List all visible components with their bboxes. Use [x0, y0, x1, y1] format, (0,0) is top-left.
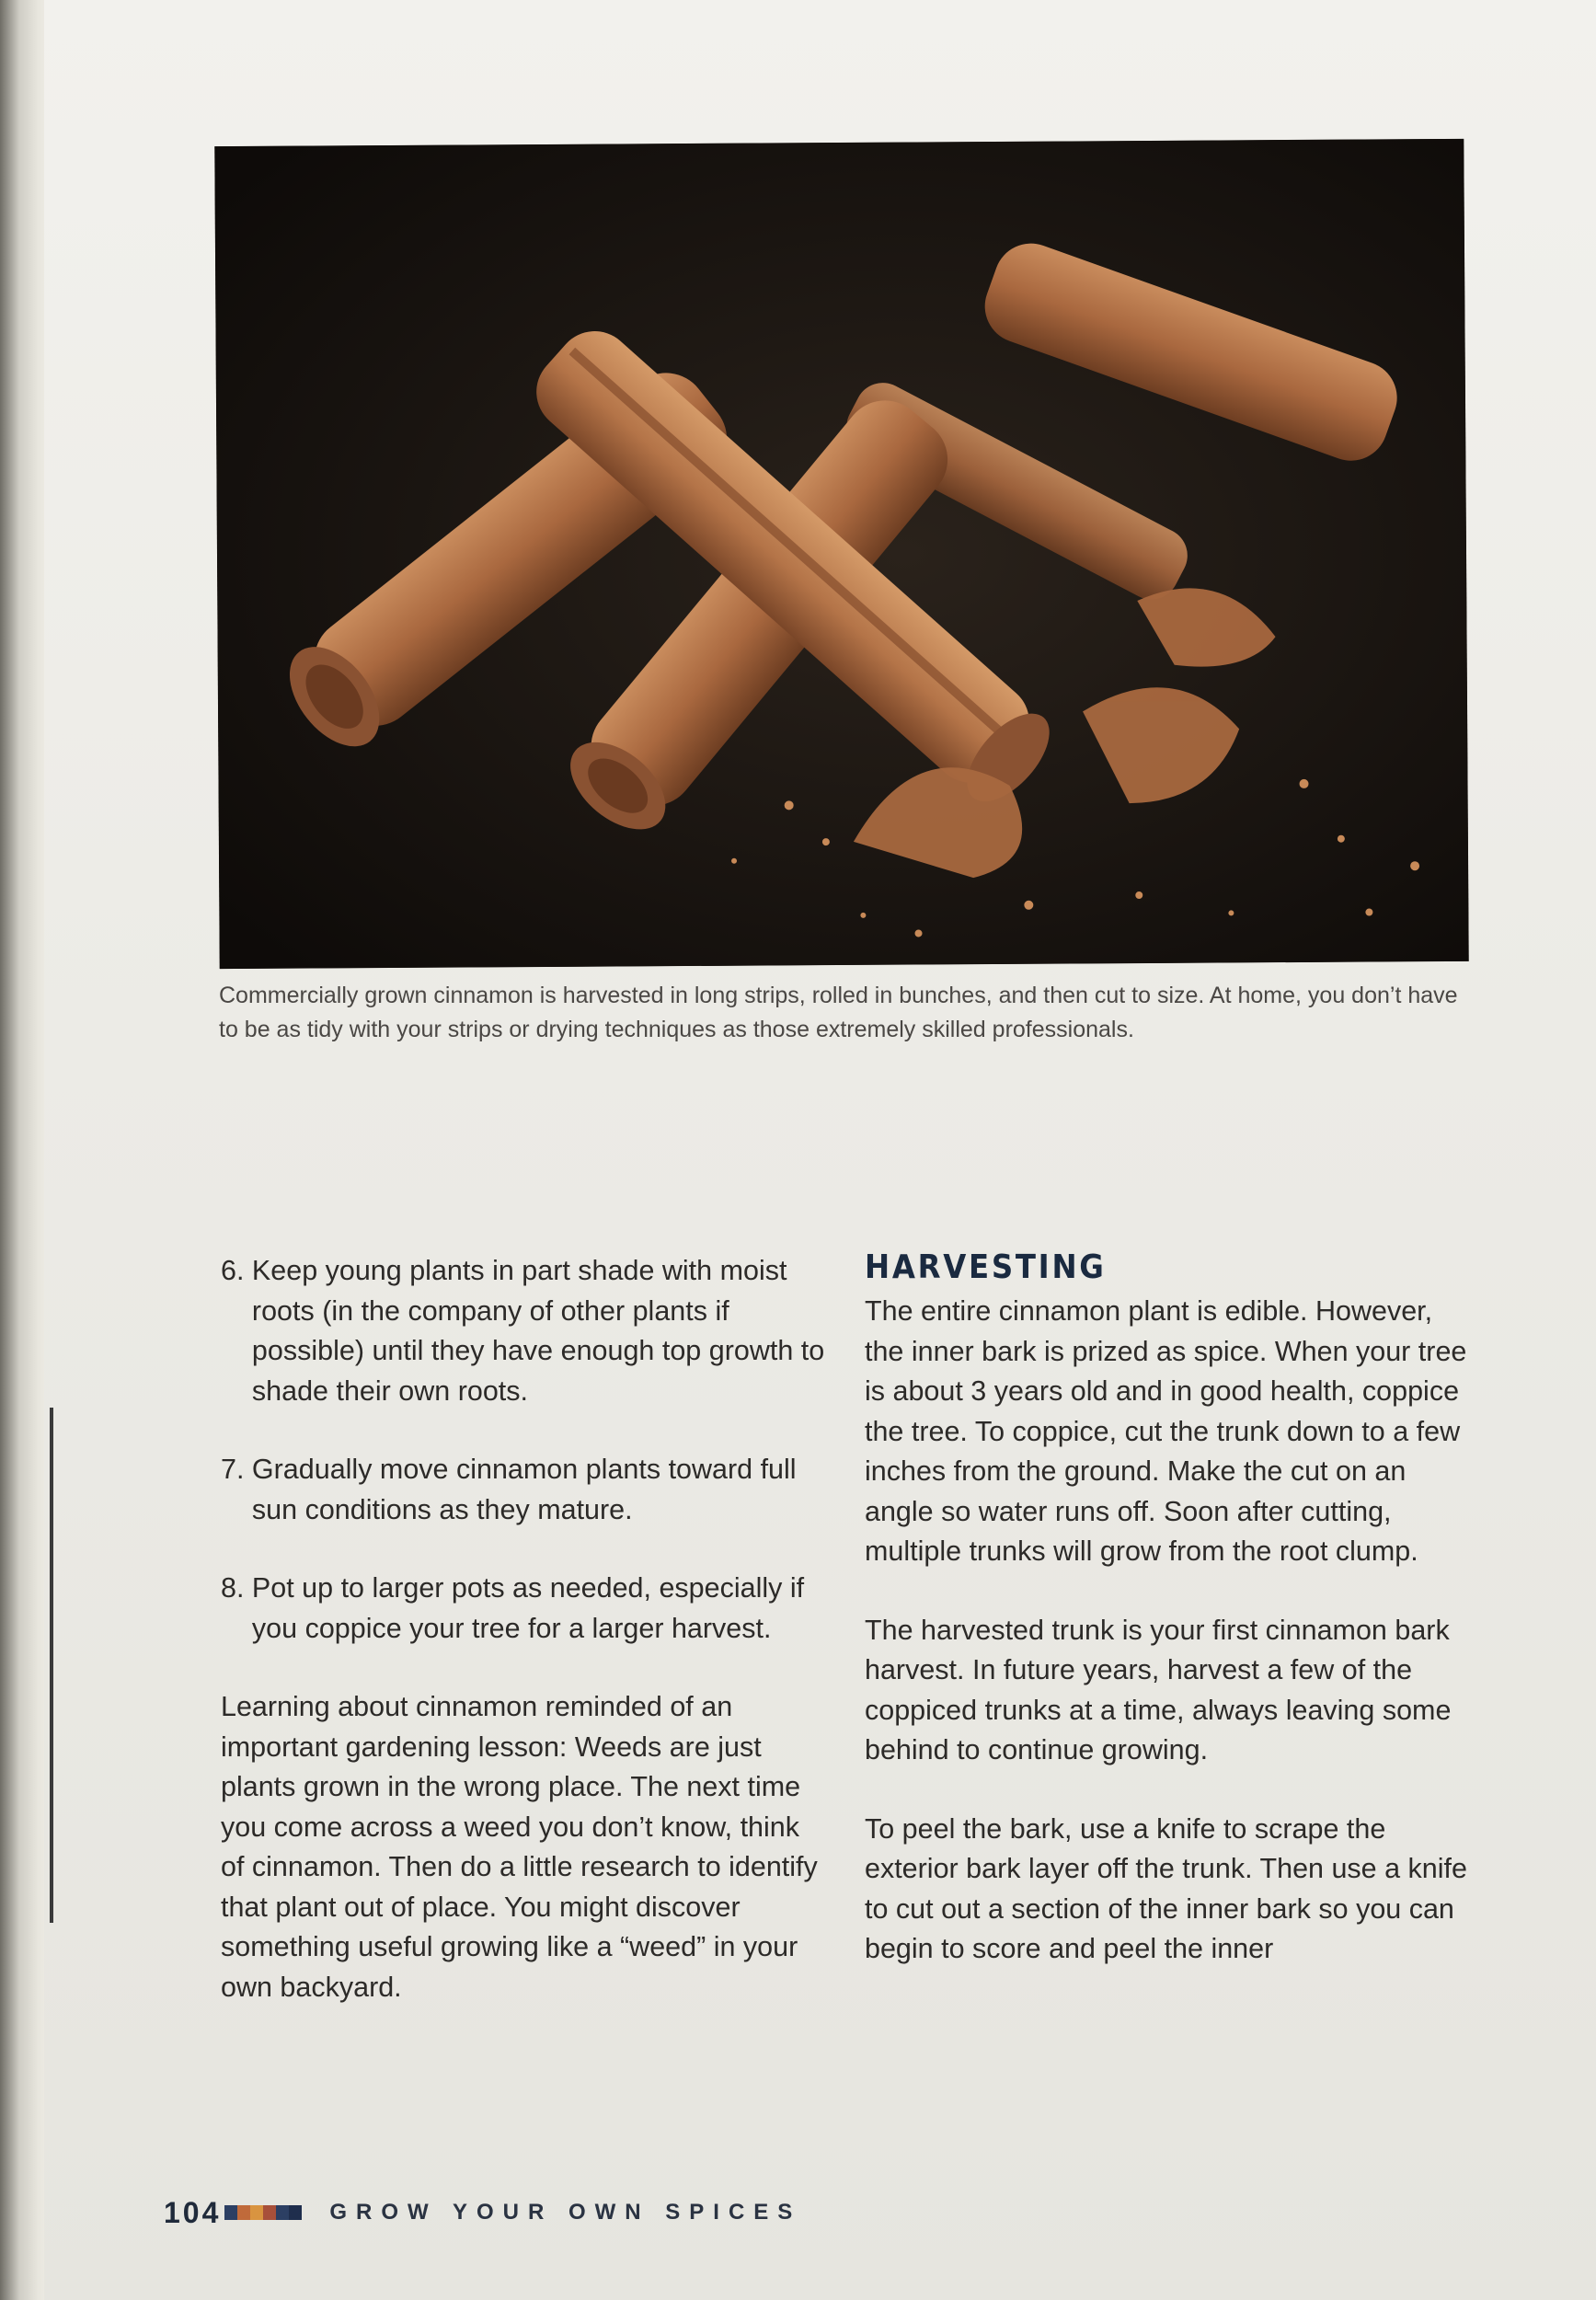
color-bar	[263, 2205, 276, 2220]
color-bar	[250, 2205, 263, 2220]
color-bar	[289, 2205, 302, 2220]
running-title: GROW YOUR OWN SPICES	[329, 2200, 802, 2225]
body-paragraph: The harvested trunk is your first cinnamon bark harvest. In future years, harvest a few of the coppiced trunks at a time, always leaving some behind to continue growing.	[865, 1614, 1452, 1765]
cinnamon-sticks-photo	[214, 139, 1468, 969]
left-column	[221, 1251, 828, 2046]
list-item	[221, 1569, 828, 1649]
page-number: 104	[164, 2195, 222, 2229]
step-text: Gradually move cinnamon plants toward full sun conditions as they mature.	[251, 1454, 797, 1525]
color-bar	[276, 2205, 289, 2220]
body-paragraph: To peel the bark, use a knife to scrape the exterior bark layer off the trunk. Then use a knife to cut out a section of the inner bark so you can begin to score and peel the inner	[865, 1812, 1467, 1964]
color-bar-strip	[224, 2205, 302, 2220]
color-bar	[237, 2205, 250, 2220]
spine-shadow	[50, 1408, 53, 1923]
section-heading: HARVESTING	[865, 1248, 1107, 1286]
body-paragraph: The entire cinnamon plant is edible. However, the inner bark is prized as spice. When your tree is about 3 years old and in good health, coppice the tree. To coppice, cut the trunk down to a few inches from the ground. Make the cut on an angle so water runs off. Soon after cutting, multiple trunks will grow from the root clump.	[865, 1295, 1467, 1567]
right-column	[865, 1248, 1472, 2008]
step-text: Keep young plants in part shade with moist roots (in the company of other plants if possible) until they have enough top growth to shade their own roots.	[251, 1255, 825, 1407]
step-number: 7.	[221, 1454, 245, 1485]
body-paragraph: Learning about cinnamon reminded of an important gardening lesson: Weeds are just plants grown in the wrong place. The next time you come across a weed you don’t know, think of cinnamon. Then do a little research to identify that plant out of place. You might discover something useful growing like a “weed” in your own backyard.	[221, 1691, 818, 2003]
step-number: 6.	[221, 1255, 245, 1286]
photo-caption: Commercially grown cinnamon is harvested in long strips, rolled in bunches, and then cut to size. At home, you don’t have to be as tidy with your strips or drying techniques as those extremely skilled professionals.	[219, 983, 1458, 1042]
list-item	[221, 1450, 828, 1530]
page-footer	[164, 2190, 801, 2236]
step-number: 8.	[221, 1572, 245, 1604]
list-item	[221, 1251, 828, 1411]
color-bar	[224, 2205, 237, 2220]
photo-illustration	[214, 139, 1468, 969]
step-text: Pot up to larger pots as needed, especially if you coppice your tree for a larger harvest.	[251, 1572, 805, 1644]
